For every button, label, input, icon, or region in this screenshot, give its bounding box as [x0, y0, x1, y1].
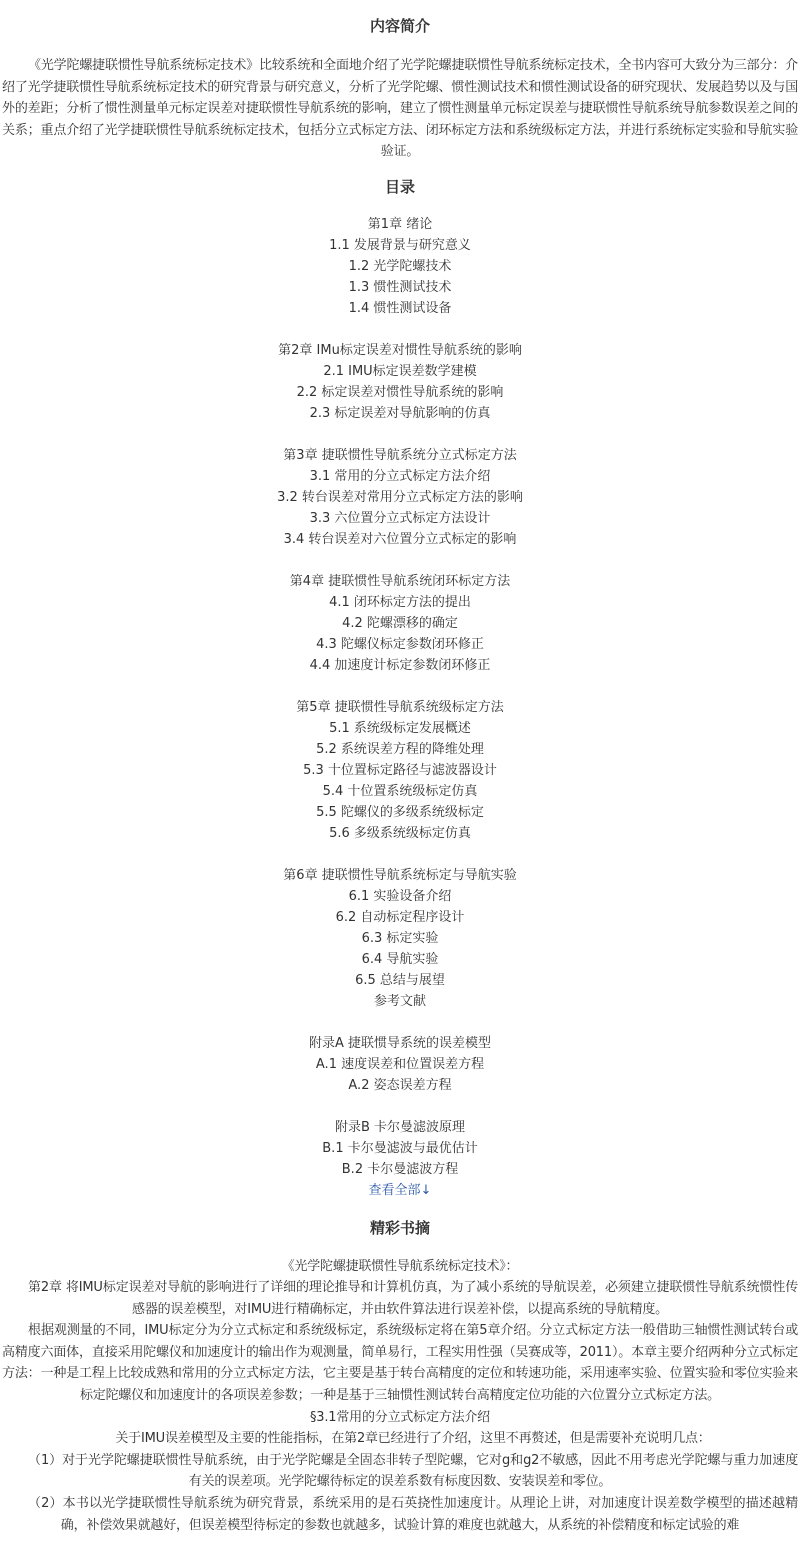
- toc-item: 6.2 自动标定程序设计: [335, 909, 465, 925]
- excerpt-paragraph-2: 根据观测量的不同，IMU标定分为分立式标定和系统级标定，系统级标定将在第5章介绍。分立式标定方法一般借助三轴惯性测试转台或高精度六面体，直接采用陀螺仪和加速度计的输出作为观测量，简单易行，工程实用性强（吴赛成等，2011）。本章主要介绍两种分立式标定方法：一种是工程上比较成熟和常用的分立式标定方法，它主要是基于转台高精度的定位和转速功能，采用速率实验、位置实验和零位实验来标定陀螺仪和加速度计的各项误差参数；一种是基于三轴惯性测试转台高精度定位功能的六位置分立式标定方法。: [2, 1323, 798, 1404]
- toc-spacer: [2, 550, 798, 571]
- toc-spacer: [2, 676, 798, 697]
- excerpt-section-heading: §3.1常用的分立式标定方法介绍: [310, 1409, 490, 1425]
- excerpt-section: [2, 1201, 798, 1537]
- toc-title: 目录: [384, 177, 415, 196]
- excerpt-body: [2, 1256, 798, 1537]
- toc-item: 5.6 多级系统级标定仿真: [329, 825, 471, 841]
- toc-item: B.1 卡尔曼滤波与最优估计: [322, 1140, 478, 1156]
- toc-item: 1.1 发展背景与研究意义: [329, 237, 471, 253]
- toc-item: A.1 速度误差和位置误差方程: [315, 1056, 485, 1072]
- toc-spacer: [2, 1096, 798, 1117]
- toc-item: 3.3 六位置分立式标定方法设计: [309, 510, 491, 526]
- toc-chapter-heading: 附录A 捷联惯导系统的误差模型: [308, 1035, 492, 1051]
- toc-spacer: [2, 319, 798, 340]
- view-all-link[interactable]: 查看全部↓: [368, 1182, 432, 1198]
- toc-chapter-heading: 第2章 IMu标定误差对惯性导航系统的影响: [278, 342, 522, 358]
- toc-section: [2, 163, 798, 1201]
- excerpt-book-line: 《光学陀螺捷联惯性导航系统标定技术》：: [281, 1258, 519, 1274]
- toc-item: 5.3 十位置标定路径与滤波器设计: [303, 762, 497, 778]
- toc-chapter-heading: 第6章 捷联惯性导航系统标定与导航实验: [283, 867, 517, 883]
- toc-item: 4.1 闭环标定方法的提出: [329, 594, 471, 610]
- toc-item: 参考文献: [373, 993, 426, 1009]
- toc-spacer: [2, 424, 798, 445]
- toc-chapter-heading: 第1章 绪论: [367, 216, 433, 232]
- toc-list: [2, 214, 798, 1180]
- toc-item: 6.3 标定实验: [361, 930, 439, 946]
- toc-item: 6.1 实验设备介绍: [348, 888, 452, 904]
- toc-item: 3.1 常用的分立式标定方法介绍: [309, 468, 491, 484]
- toc-item: 5.2 系统误差方程的降维处理: [316, 741, 484, 757]
- toc-item: 2.3 标定误差对导航影响的仿真: [309, 405, 491, 421]
- toc-item: 1.2 光学陀螺技术: [348, 258, 452, 274]
- toc-item: 1.3 惯性测试技术: [348, 279, 452, 295]
- toc-item: 2.2 标定误差对惯性导航系统的影响: [296, 384, 504, 400]
- intro-title: 内容简介: [369, 17, 430, 35]
- toc-chapter-heading: 第3章 捷联惯性导航系统分立式标定方法: [283, 447, 517, 463]
- toc-item: 2.1 IMU标定误差数学建模: [323, 363, 477, 379]
- toc-chapter-heading: 第4章 捷联惯性导航系统闭环标定方法: [289, 573, 511, 589]
- toc-item: 6.5 总结与展望: [355, 972, 445, 988]
- toc-item: 4.2 陀螺漂移的确定: [342, 615, 458, 631]
- excerpt-paragraph-4: （1）对于光学陀螺捷联惯性导航系统，由于光学陀螺是全固态非转子型陀螺，它对g和g2不敏感，因此不用考虑光学陀螺与重力加速度有关的误差项。光学陀螺待标定的误差系数有标度因数、安装误差和零位。: [28, 1452, 798, 1490]
- excerpt-paragraph-5: （2）本书以光学捷联惯性导航系统为研究背景，系统采用的是石英挠性加速度计。从理论上讲，对加速度计误差数学模型的描述越精确，补偿效果就越好，但误差模型待标定的参数也就越多，试验计算的难度也就越大，从系统的补偿精度和标定试验的难: [28, 1496, 798, 1533]
- toc-item: 4.4 加速度计标定参数闭环修正: [309, 657, 491, 673]
- excerpt-title: 精彩书摘: [369, 1218, 430, 1237]
- toc-spacer: [2, 844, 798, 865]
- toc-item: 5.5 陀螺仪的多级系统级标定: [316, 804, 484, 820]
- toc-item: A.2 姿态误差方程: [348, 1077, 452, 1093]
- intro-section: [2, 0, 798, 163]
- toc-chapter-heading: 附录B 卡尔曼滤波原理: [334, 1119, 466, 1135]
- toc-item: 5.4 十位置系统级标定仿真: [322, 783, 478, 799]
- toc-item: 4.3 陀螺仪标定参数闭环修正: [316, 636, 484, 652]
- toc-chapter-heading: 第5章 捷联惯性导航系统级标定方法: [296, 699, 504, 715]
- toc-item: 3.4 转台误差对六位置分立式标定的影响: [283, 531, 517, 547]
- toc-item: 3.2 转台误差对常用分立式标定方法的影响: [277, 489, 523, 505]
- toc-spacer: [2, 1012, 798, 1033]
- toc-item: 1.4 惯性测试设备: [348, 300, 452, 316]
- toc-item: 5.1 系统级标定发展概述: [329, 720, 471, 736]
- toc-item: B.2 卡尔曼滤波方程: [341, 1161, 459, 1177]
- intro-text: 《光学陀螺捷联惯性导航系统标定技术》比较系统和全面地介绍了光学陀螺捷联惯性导航系统标定技术，全书内容可大致分为三部分：介绍了光学捷联惯性导航系统标定技术的研究背景与研究意义，分析了光学陀螺、惯性测试技术和惯性测试设备的研究现状、发展趋势以及与国外的差距；分析了惯性测量单元标定误差对捷联惯性导航系统的影响，建立了惯性测量单元标定误差与捷联惯性导航系统导航参数误差之间的关系；重点介绍了光学捷联惯性导航系统标定技术，包括分立式标定方法、闭环标定方法和系统级标定方法，并进行系统标定实验和导航实验验证。: [2, 58, 798, 159]
- excerpt-paragraph-3: 关于IMU误差模型及主要的性能指标，在第2章已经进行了介绍，这里不再赘述，但是需要补充说明几点：: [115, 1431, 711, 1447]
- toc-item: 6.4 导航实验: [361, 951, 439, 967]
- excerpt-paragraph-1: 第2章 将IMU标定误差对导航的影响进行了详细的理论推导和计算机仿真，为了减小系统的导航误差，必须建立捷联惯性导航系统惯性传感器的误差模型，对IMU进行精确标定，并由软件算法进行误差补偿，以提高系统的导航精度。: [28, 1280, 798, 1317]
